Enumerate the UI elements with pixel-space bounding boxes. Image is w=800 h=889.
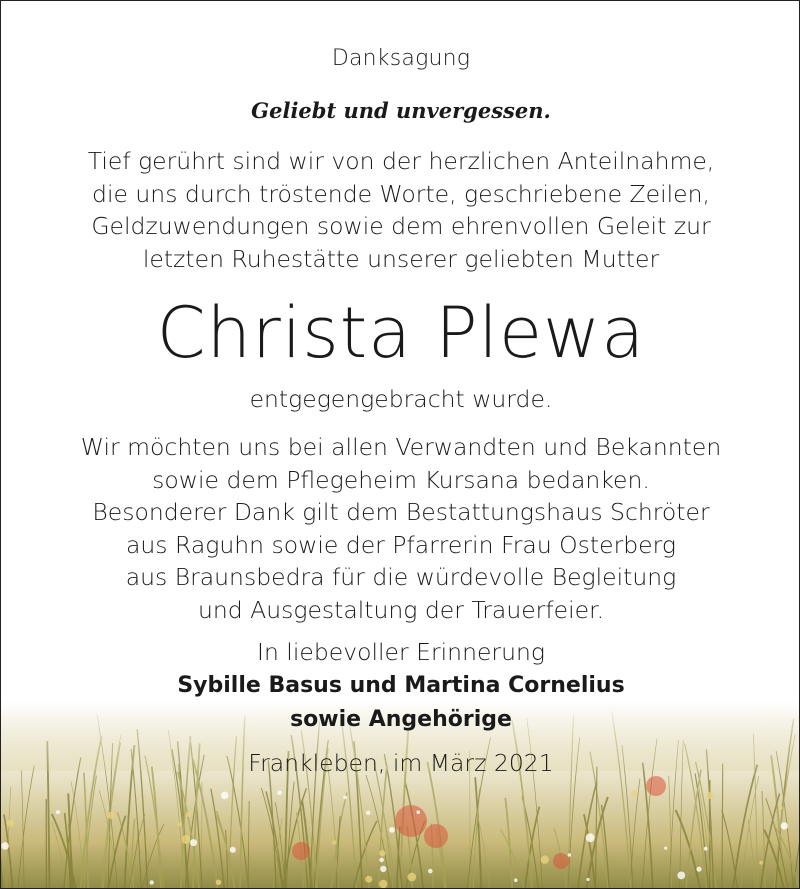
intro-line: die uns durch tröstende Worte, geschriebene Zeilen, [92,179,710,208]
thanks-line: Besonderer Dank gilt dem Bestattungshaus Schröter [92,498,710,526]
thanks-line: aus Braunsbedra für die würdevolle Begleitung [125,563,677,591]
after-name-line: entgegengebracht wurde. [249,385,553,413]
family-line: sowie Angehörige [290,707,512,732]
intro-line: Tief gerührt sind wir von der herzlichen Anteilnahme, [87,147,715,175]
place-date: Frankleben, im März 2021 [248,749,554,777]
closing-block [1,635,800,737]
heading-danksagung: Danksagung [331,46,471,71]
thanks-line: Wir möchten uns bei allen Verwandten und Bekannten [80,433,722,461]
memory-line: In liebevoller Erinnerung [257,638,545,666]
thanks-line: und Ausgestaltung der Trauerfeier. [197,595,605,624]
intro-line: Geldzuwendungen sowie dem ehrenvollen Geleit zur [91,212,711,240]
thanks-line: sowie dem Pflegeheim Kursana bedanken. [152,465,650,494]
thanks-line: aus Raguhn sowie der Pfarrerin Frau Osterberg [126,530,676,559]
thanks-paragraph [1,431,800,626]
intro-paragraph [1,145,800,275]
intro-line: letzten Ruhestätte unserer geliebten Mutter [142,244,660,273]
motto: Geliebt und unvergessen. [251,98,551,123]
deceased-name: Christa Plewa [156,292,646,374]
signers-line: Sybille Basus und Martina Cornelius [177,673,625,698]
